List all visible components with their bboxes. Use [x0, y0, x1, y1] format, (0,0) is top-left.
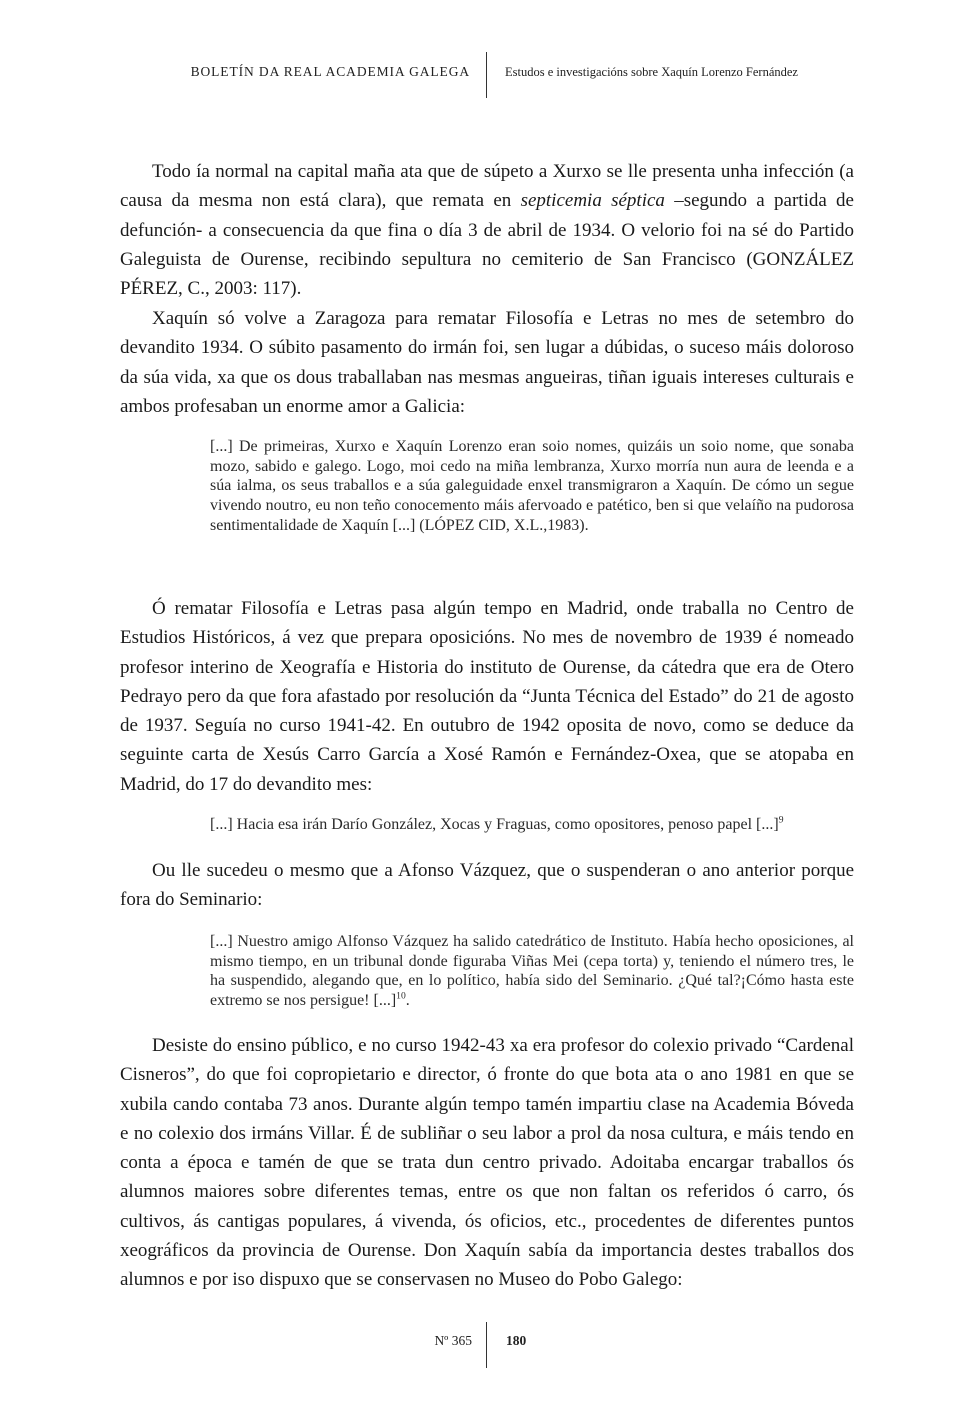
- footnote-ref-10: 10: [396, 990, 406, 1002]
- block-quote-3: [210, 932, 854, 1011]
- paragraph-4: Ou lle sucedeu o mesmo que a Afonso Vázquez, que o suspenderan o ano anterior porque fora do Seminario:: [120, 860, 854, 911]
- paragraph-3: Ó rematar Filosofía e Letras pasa algún tempo en Madrid, onde traballa no Centro de Estudios Históricos, á vez que prepara oposicións. No mes de novembro de 1939 é nomeado profesor interino de Xeografía e Historia do instituto de Ourense, da cátedra que era de Otero Pedrayo pero da que fora afastado por resolución da “Junta Técnica del Estado” do 21 de agosto de 1937. Seguía no curso 1941-42. En outubro de 1942 oposita de novo, como se deduce da seguinte carta de Xesús Carro García a Xosé Ramón e Fernández-Oxea, que se atopaba en Madrid, do 17 do devandito mes:: [120, 598, 854, 795]
- page-number: 180: [506, 1333, 527, 1348]
- italic-term: septicemia séptica: [520, 190, 665, 212]
- paragraph-1-text: Todo ía normal na capital maña ata que de súpeto a Xurxo se lle presenta unha infección (a causa da mesma non está clara), que remata en: [120, 161, 854, 212]
- journal-title: BOLETÍN DA REAL ACADEMIA GALEGA: [190, 64, 470, 79]
- paragraph-2: Xaquín só volve a Zaragoza para rematar Filosofía e Letras no mes de setembro do devandito 1934. O súbito pasamento do irmán foi, sen lugar a dúbidas, o suceso máis doloroso da súa vida, xa que os dous traballaban nas mesmas angueiras, tiñan iguais intereses culturais e ambos profesaban un enorme amor a Galicia:: [120, 308, 854, 417]
- block-quote-1: [...] De primeiras, Xurxo e Xaquín Lorenzo eran soio nomes, quizáis un soio nome, que sonaba mozo, sabido e galego. Logo, moi cedo na miña lembranza, Xurxo morría nun aura de leenda e a súa ialma, os seus traballos e a súa galeguidade enxel transmigraron a Xaquín. De cómo un segue vivendo noutro, eu non teño conocemento máis afervoado e patético, ben si que velaíño na pudorosa sentimentalidade de Xaquín [...] (LÓPEZ CID, X.L.,1983).: [210, 438, 854, 534]
- footnote-ref-9: 9: [778, 814, 784, 826]
- section-title: Estudos e investigacións sobre Xaquín Lorenzo Fernández: [505, 65, 798, 79]
- paragraph-1-text-end: –segundo a partida de defunción- a consecuencia da que fina o día 3 de abril de 1934. O velorio foi na sé do Partido Galeguista de Ourense, recibindo sepultura no cemiterio de San Francisco (GONZÁLEZ PÉREZ, C., 2003: 117).: [120, 190, 854, 300]
- paragraph-5: Desiste do ensino público, e no curso 1942-43 xa era profesor do colexio privado “Cardenal Cisneros”, do que foi copropietario e director, ó fronte do que bota ata o ano 1981 en que se xubila cando contaba 73 anos. Durante algún tempo tamén impartiu clase na Academia Bóveda e no colexio dos irmáns Villar. É de subliñar o seu labor a prol da nosa cultura, e máis tendo en conta a época e tamén de que se trata dun centro privado. Adoitaba encargar traballos ós alumnos maiores sobre diferentes temas, entre os que non faltan os referidos ó carro, ós cultivos, ás cantigas populares, á vivenda, ós oficios, etc., procedentes de diferentes puntos xeográficos da provincia de Ourense. Don Xaquín sabía da importancia destes traballos dos alumnos e por iso dispuxo que se conservasen no Museo do Pobo Galego:: [120, 1035, 854, 1291]
- paragraph-1: [120, 157, 854, 303]
- block-quote-2: [210, 815, 854, 835]
- block-quote-3-end: .: [405, 992, 410, 1010]
- block-quote-2-text: [...] Hacia esa irán Darío González, Xocas y Fraguas, como opositores, penoso papel [...]: [210, 816, 779, 833]
- header-divider: [486, 52, 487, 98]
- issue-number: Nº 365: [434, 1333, 472, 1348]
- footer-divider: [486, 1322, 487, 1368]
- block-quote-3-text: [...] Nuestro amigo Alfonso Vázquez ha salido catedrático de Instituto. Había hecho oposiciones, al mismo tiempo, en un tribunal donde figuraba Viñas Mei (cepa torta) y, teniendo el número tres, le ha suspendido, alegando que, en lo político, había sido del Seminario. ¿Qué tal?¡Cómo hasta este extremo se nos persigue! [...]: [210, 933, 854, 1010]
